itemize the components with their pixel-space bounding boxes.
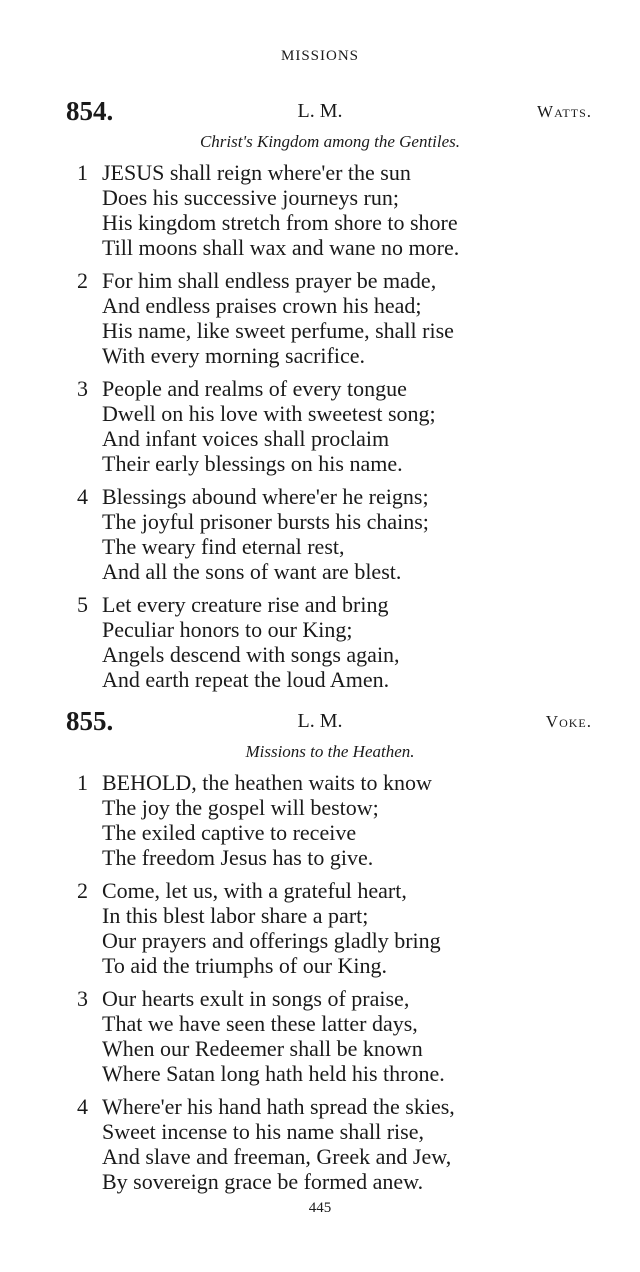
verse-line: His name, like sweet perfume, shall rise	[102, 318, 454, 343]
hymn-number: 855.	[66, 706, 114, 736]
hymn-854	[0, 96, 640, 700]
stanza-number: 2	[77, 268, 88, 293]
verse-line: To aid the triumphs of our King.	[102, 953, 388, 978]
stanza	[0, 1094, 640, 1194]
hymn-855	[0, 706, 640, 1202]
verse-line: And earth repeat the loud Amen.	[102, 667, 390, 692]
verse-line: The weary find eternal rest,	[102, 534, 345, 559]
verse-line: Blessings abound where'er he reigns;	[102, 484, 429, 509]
stanza	[0, 592, 640, 692]
verse-line: Their early blessings on his name.	[102, 451, 403, 476]
stanza	[0, 770, 640, 870]
hymn-author: Watts.	[537, 102, 592, 121]
verse-line: Where'er his hand hath spread the skies,	[102, 1094, 455, 1119]
verse-line: BEHOLD, the heathen waits to know	[102, 770, 432, 795]
hymn-number: 854.	[66, 96, 114, 126]
verse-line: And all the sons of want are blest.	[102, 559, 402, 584]
verse-line: Where Satan long hath held his throne.	[102, 1061, 445, 1086]
stanza	[0, 484, 640, 584]
stanza-number: 2	[77, 878, 88, 903]
verse-line: JESUS shall reign where'er the sun	[102, 160, 411, 185]
verse-line: People and realms of every tongue	[102, 376, 407, 401]
verse-line: That we have seen these latter days,	[102, 1011, 418, 1036]
verse-line: Angels descend with songs again,	[102, 642, 400, 667]
verse-line: Let every creature rise and bring	[102, 592, 389, 617]
verse-line: The freedom Jesus has to give.	[102, 845, 374, 870]
hymn-subtitle: Missions to the Heathen.	[245, 742, 415, 761]
verse-line: Does his successive journeys run;	[102, 185, 399, 210]
verse-line: And endless praises crown his head;	[102, 293, 422, 318]
stanza	[0, 160, 640, 260]
verse-line: Our prayers and offerings gladly bring	[102, 928, 441, 953]
verse-line: With every morning sacrifice.	[102, 343, 366, 368]
stanza-number: 1	[77, 770, 88, 795]
verse-line: In this blest labor share a part;	[102, 903, 369, 928]
verse-line: By sovereign grace be formed anew.	[102, 1169, 424, 1194]
verse-line: When our Redeemer shall be known	[102, 1036, 423, 1061]
hymn-subtitle: Christ's Kingdom among the Gentiles.	[199, 132, 461, 151]
stanza-number: 3	[77, 986, 88, 1011]
verse-line: The exiled captive to receive	[102, 820, 357, 845]
stanza	[0, 986, 640, 1086]
hymn-meter: L. M.	[297, 100, 343, 122]
stanza-number: 1	[77, 160, 88, 185]
verse-line: Dwell on his love with sweetest song;	[102, 401, 436, 426]
verse-line: Sweet incense to his name shall rise,	[102, 1119, 424, 1144]
hymn-meter: L. M.	[297, 710, 343, 732]
hymn-author: Voke.	[545, 712, 592, 731]
verse-line: The joy the gospel will bestow;	[102, 795, 379, 820]
running-head: MISSIONS	[280, 48, 360, 64]
stanza	[0, 268, 640, 368]
hymn-header	[0, 706, 640, 740]
verse-line: And infant voices shall proclaim	[102, 426, 390, 451]
hymn-header	[0, 96, 640, 130]
verse-line: His kingdom stretch from shore to shore	[102, 210, 458, 235]
stanza-number: 4	[77, 1094, 88, 1119]
stanza-number: 4	[77, 484, 88, 509]
stanza-number: 3	[77, 376, 88, 401]
verse-line: Our hearts exult in songs of praise,	[102, 986, 410, 1011]
stanza-number: 5	[77, 592, 88, 617]
stanza	[0, 376, 640, 476]
verse-line: Come, let us, with a grateful heart,	[102, 878, 407, 903]
verse-line: Peculiar honors to our King;	[102, 617, 353, 642]
verse-line: For him shall endless prayer be made,	[102, 268, 437, 293]
stanza	[0, 878, 640, 978]
verse-line: Till moons shall wax and wane no more.	[102, 235, 460, 260]
page-number: 445	[308, 1200, 332, 1216]
verse-line: And slave and freeman, Greek and Jew,	[102, 1144, 452, 1169]
verse-line: The joyful prisoner bursts his chains;	[102, 509, 429, 534]
